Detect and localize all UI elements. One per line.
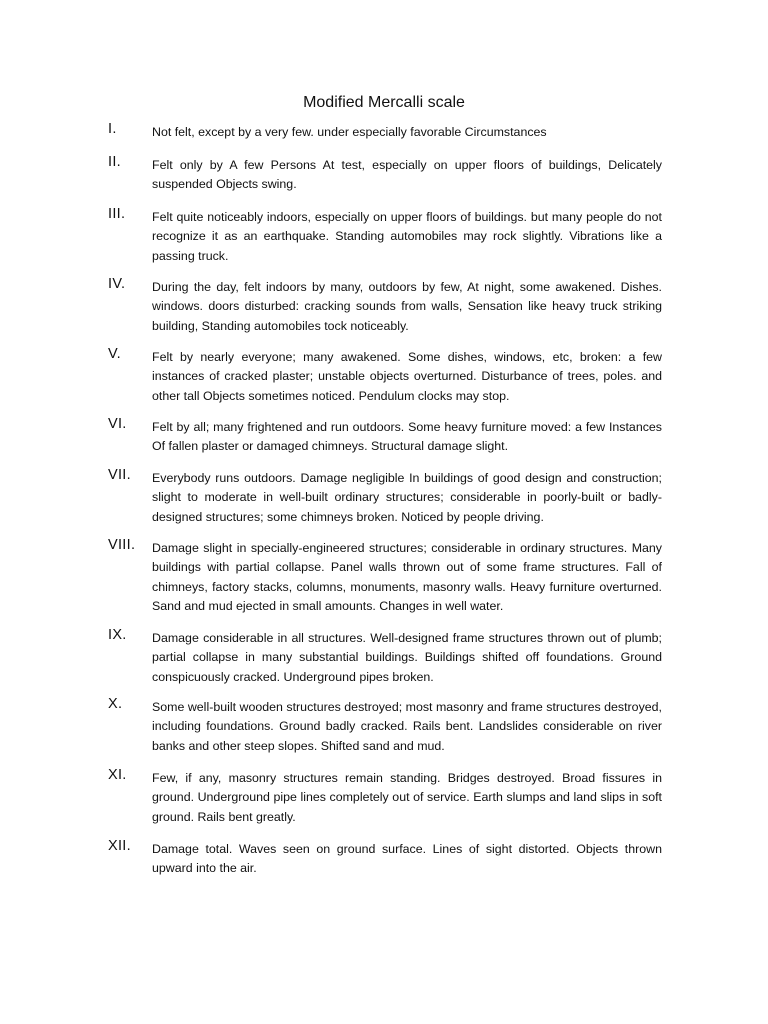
level-description: Some well-built wooden structures destroyed; most masonry and frame structures destroyed, including foundations. Ground badly cracked. Rails bent. Landslides considerable on river banks and other steep slopes. Shifted sand and mud.: [152, 700, 662, 753]
level-description: Damage considerable in all structures. Well-designed frame structures thrown out of plumb; partial collapse in many substantial buildings. Buildings shifted off foundations. Ground conspicuously cracked. Underground pipes broken.: [152, 631, 662, 684]
level-numeral: IV.: [108, 276, 126, 292]
level-description: Felt only by A few Persons At test, especially on upper floors of buildings, Delicately suspended Objects swing.: [152, 158, 662, 192]
level-numeral: III.: [108, 206, 126, 222]
level-numeral: XII.: [108, 838, 131, 854]
level-description: Everybody runs outdoors. Damage negligible In buildings of good design and construction; slight to moderate in well-built ordinary structures; considerable in poorly-built or badly-designed structures; some chimneys broken. Noticed by people driving.: [152, 471, 662, 524]
level-numeral: VII.: [108, 467, 131, 483]
page-title: Modified Mercalli scale: [303, 94, 465, 111]
level-numeral: VIII.: [108, 537, 136, 553]
level-description: During the day, felt indoors by many, outdoors by few, At night, some awakened. Dishes. windows. doors disturbed: cracking sounds from walls, Sensation like heavy truck striking building, Standing automobiles tock noticeably.: [152, 280, 662, 333]
level-description: Damage slight in specially-engineered structures; considerable in ordinary structures. Many buildings with partial collapse. Panel walls thrown out of some frame structures. Fall of chimneys, factory stacks, columns, monuments, masonry walls. Heavy furniture overturned. Sand and mud ejected in small amounts. Changes in well water.: [152, 541, 662, 614]
level-description: Not felt, except by a very few. under especially favorable Circumstances: [152, 125, 547, 139]
level-description: Damage total. Waves seen on ground surface. Lines of sight distorted. Objects thrown upward into the air.: [152, 842, 662, 876]
level-description: Few, if any, masonry structures remain standing. Bridges destroyed. Broad fissures in ground. Underground pipe lines completely out of service. Earth slumps and land slips in soft ground. Rails bent greatly.: [152, 771, 662, 824]
level-numeral: V.: [108, 346, 121, 362]
level-numeral: XI.: [108, 767, 127, 783]
level-description: Felt by nearly everyone; many awakened. Some dishes, windows, etc, broken: a few instances of cracked plaster; unstable objects overturned. Disturbance of trees, poles. and other tall Objects sometimes noticed. Pendulum clocks may stop.: [152, 350, 662, 403]
level-numeral: I.: [108, 121, 117, 137]
level-description: Felt by all; many frightened and run outdoors. Some heavy furniture moved: a few Instances Of fallen plaster or damaged chimneys. Structural damage slight.: [152, 420, 662, 454]
level-description: Felt quite noticeably indoors, especially on upper floors of buildings. but many people do not recognize it as an earthquake. Standing automobiles may rock slightly. Vibrations like a passing truck.: [152, 210, 662, 263]
level-numeral: X.: [108, 696, 123, 712]
level-numeral: II.: [108, 154, 121, 170]
level-numeral: VI.: [108, 416, 127, 432]
level-numeral: IX.: [108, 627, 127, 643]
